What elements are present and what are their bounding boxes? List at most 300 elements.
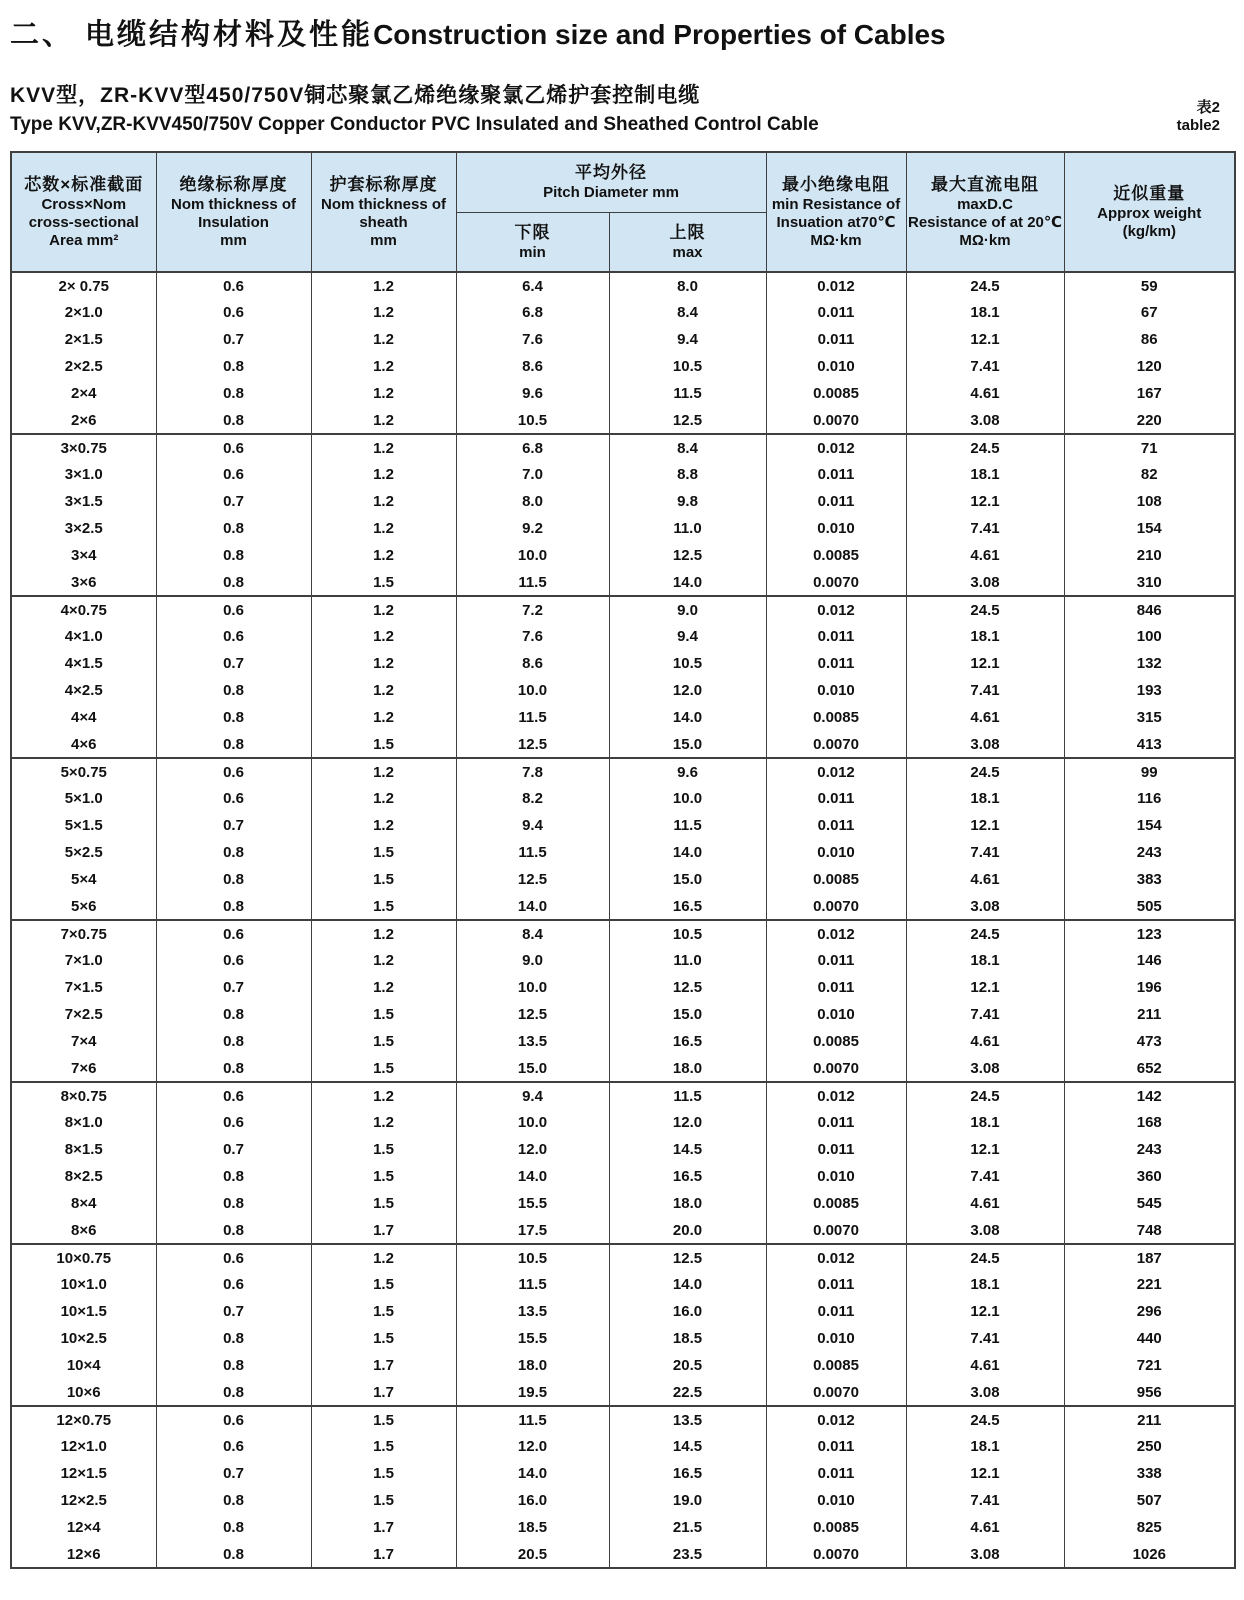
diameter-max-cell: 9.4 <box>609 623 766 650</box>
header-max-dc-en1: maxD.C <box>957 195 1013 213</box>
sheath-thickness-cell: 1.5 <box>311 1406 456 1433</box>
diameter-min-cell: 9.4 <box>456 1082 609 1109</box>
sheath-thickness-cell: 1.2 <box>311 758 456 785</box>
diameter-max-cell: 15.0 <box>609 1001 766 1028</box>
header-diameter-max-en: max <box>672 243 703 261</box>
diameter-max-cell: 15.0 <box>609 866 766 893</box>
sheath-thickness-cell: 1.2 <box>311 974 456 1001</box>
table-row <box>11 758 1235 785</box>
max-dc-resistance-cell: 4.61 <box>906 866 1064 893</box>
spec-cell: 12×4 <box>11 1514 156 1541</box>
header-weight-zh: 近似重量 <box>1113 183 1186 203</box>
table-row <box>11 272 1235 299</box>
diameter-min-cell: 10.5 <box>456 407 609 434</box>
diameter-max-cell: 12.5 <box>609 1244 766 1271</box>
table-row <box>11 434 1235 461</box>
sheath-thickness-cell: 1.7 <box>311 1352 456 1379</box>
subtitle-en: Type KVV,ZR-KVV450/750V Copper Conductor PVC Insulated and Sheathed Control Cable <box>10 114 819 135</box>
approx-weight-cell: 440 <box>1064 1325 1235 1352</box>
insulation-thickness-cell: 0.7 <box>156 1460 311 1487</box>
min-insulation-resistance-cell: 0.0085 <box>766 1514 906 1541</box>
header-min-resistance-en2: Insuation at70℃ <box>776 213 896 231</box>
max-dc-resistance-cell: 4.61 <box>906 1514 1064 1541</box>
min-insulation-resistance-cell: 0.011 <box>766 488 906 515</box>
spec-cell: 2× 0.75 <box>11 272 156 299</box>
max-dc-resistance-cell: 18.1 <box>906 1433 1064 1460</box>
header-min-resistance-unit: MΩ·km <box>810 232 862 250</box>
table-ref-en: table2 <box>1176 117 1220 135</box>
approx-weight-cell: 507 <box>1064 1487 1235 1514</box>
spec-cell: 8×1.0 <box>11 1109 156 1136</box>
header-pitch-diameter-en: Pitch Diameter mm <box>543 184 679 202</box>
diameter-max-cell: 9.0 <box>609 596 766 623</box>
diameter-min-cell: 9.4 <box>456 812 609 839</box>
min-insulation-resistance-cell: 0.011 <box>766 1433 906 1460</box>
header-sheath-en2: sheath <box>359 213 408 231</box>
diameter-max-cell: 11.0 <box>609 515 766 542</box>
diameter-min-cell: 6.8 <box>456 299 609 326</box>
max-dc-resistance-cell: 18.1 <box>906 785 1064 812</box>
diameter-min-cell: 7.6 <box>456 623 609 650</box>
insulation-thickness-cell: 0.8 <box>156 866 311 893</box>
max-dc-resistance-cell: 7.41 <box>906 839 1064 866</box>
approx-weight-cell: 71 <box>1064 434 1235 461</box>
approx-weight-cell: 748 <box>1064 1217 1235 1244</box>
table-header <box>11 152 1235 272</box>
min-insulation-resistance-cell: 0.011 <box>766 974 906 1001</box>
sheath-thickness-cell: 1.2 <box>311 1244 456 1271</box>
table-row <box>11 542 1235 569</box>
diameter-max-cell: 16.5 <box>609 1460 766 1487</box>
table-row <box>11 1433 1235 1460</box>
diameter-min-cell: 9.2 <box>456 515 609 542</box>
min-insulation-resistance-cell: 0.010 <box>766 839 906 866</box>
approx-weight-cell: 187 <box>1064 1244 1235 1271</box>
spec-cell: 7×1.0 <box>11 947 156 974</box>
max-dc-resistance-cell: 18.1 <box>906 623 1064 650</box>
spec-cell: 12×1.5 <box>11 1460 156 1487</box>
table-row <box>11 1271 1235 1298</box>
max-dc-resistance-cell: 24.5 <box>906 596 1064 623</box>
insulation-thickness-cell: 0.7 <box>156 974 311 1001</box>
header-min-resistance <box>766 152 906 272</box>
table-row <box>11 704 1235 731</box>
spec-cell: 3×4 <box>11 542 156 569</box>
insulation-thickness-cell: 0.6 <box>156 461 311 488</box>
approx-weight-cell: 956 <box>1064 1379 1235 1406</box>
max-dc-resistance-cell: 4.61 <box>906 1028 1064 1055</box>
min-insulation-resistance-cell: 0.011 <box>766 812 906 839</box>
diameter-max-cell: 11.5 <box>609 812 766 839</box>
header-sheath-en3: mm <box>370 232 397 250</box>
table-row <box>11 1190 1235 1217</box>
cable-type-subtitle <box>10 79 819 136</box>
approx-weight-cell: 116 <box>1064 785 1235 812</box>
insulation-thickness-cell: 0.8 <box>156 569 311 596</box>
sheath-thickness-cell: 1.5 <box>311 1271 456 1298</box>
min-insulation-resistance-cell: 0.012 <box>766 272 906 299</box>
max-dc-resistance-cell: 24.5 <box>906 1406 1064 1433</box>
max-dc-resistance-cell: 7.41 <box>906 1001 1064 1028</box>
section-title-zh: 二、 电缆结构材料及性能 <box>10 19 374 51</box>
spec-cell: 8×4 <box>11 1190 156 1217</box>
spec-cell: 10×1.5 <box>11 1298 156 1325</box>
approx-weight-cell: 120 <box>1064 353 1235 380</box>
diameter-min-cell: 12.5 <box>456 866 609 893</box>
approx-weight-cell: 360 <box>1064 1163 1235 1190</box>
insulation-thickness-cell: 0.8 <box>156 1028 311 1055</box>
approx-weight-cell: 221 <box>1064 1271 1235 1298</box>
insulation-thickness-cell: 0.8 <box>156 839 311 866</box>
header-max-dc-resistance <box>906 152 1064 272</box>
min-insulation-resistance-cell: 0.0085 <box>766 380 906 407</box>
sheath-thickness-cell: 1.2 <box>311 434 456 461</box>
sheath-thickness-cell: 1.2 <box>311 353 456 380</box>
diameter-min-cell: 15.0 <box>456 1055 609 1082</box>
max-dc-resistance-cell: 18.1 <box>906 1109 1064 1136</box>
sheath-thickness-cell: 1.2 <box>311 785 456 812</box>
spec-cell: 5×6 <box>11 893 156 920</box>
diameter-min-cell: 14.0 <box>456 1163 609 1190</box>
sheath-thickness-cell: 1.2 <box>311 407 456 434</box>
sheath-thickness-cell: 1.7 <box>311 1379 456 1406</box>
sheath-thickness-cell: 1.2 <box>311 461 456 488</box>
insulation-thickness-cell: 0.7 <box>156 1298 311 1325</box>
diameter-max-cell: 16.0 <box>609 1298 766 1325</box>
min-insulation-resistance-cell: 0.011 <box>766 623 906 650</box>
insulation-thickness-cell: 0.8 <box>156 515 311 542</box>
table-row <box>11 866 1235 893</box>
spec-cell: 7×4 <box>11 1028 156 1055</box>
header-min-resistance-en1: min Resistance of <box>771 195 901 213</box>
min-insulation-resistance-cell: 0.010 <box>766 677 906 704</box>
sheath-thickness-cell: 1.5 <box>311 1460 456 1487</box>
approx-weight-cell: 154 <box>1064 812 1235 839</box>
spec-cell: 12×6 <box>11 1541 156 1568</box>
min-insulation-resistance-cell: 0.0070 <box>766 1541 906 1568</box>
spec-cell: 8×6 <box>11 1217 156 1244</box>
approx-weight-cell: 211 <box>1064 1406 1235 1433</box>
approx-weight-cell: 211 <box>1064 1001 1235 1028</box>
diameter-max-cell: 16.5 <box>609 893 766 920</box>
max-dc-resistance-cell: 24.5 <box>906 434 1064 461</box>
min-insulation-resistance-cell: 0.011 <box>766 785 906 812</box>
max-dc-resistance-cell: 4.61 <box>906 704 1064 731</box>
insulation-thickness-cell: 0.8 <box>156 731 311 758</box>
spec-cell: 10×1.0 <box>11 1271 156 1298</box>
approx-weight-cell: 473 <box>1064 1028 1235 1055</box>
section-title-en: Construction size and Properties of Cables <box>373 19 946 50</box>
spec-cell: 3×0.75 <box>11 434 156 461</box>
insulation-thickness-cell: 0.6 <box>156 758 311 785</box>
sheath-thickness-cell: 1.2 <box>311 920 456 947</box>
sheath-thickness-cell: 1.2 <box>311 812 456 839</box>
diameter-max-cell: 11.0 <box>609 947 766 974</box>
insulation-thickness-cell: 0.6 <box>156 1082 311 1109</box>
min-insulation-resistance-cell: 0.011 <box>766 1109 906 1136</box>
spec-cell: 8×0.75 <box>11 1082 156 1109</box>
min-insulation-resistance-cell: 0.011 <box>766 1136 906 1163</box>
spec-cell: 5×0.75 <box>11 758 156 785</box>
table-row <box>11 785 1235 812</box>
insulation-thickness-cell: 0.8 <box>156 1325 311 1352</box>
approx-weight-cell: 99 <box>1064 758 1235 785</box>
min-insulation-resistance-cell: 0.012 <box>766 596 906 623</box>
diameter-min-cell: 17.5 <box>456 1217 609 1244</box>
approx-weight-cell: 210 <box>1064 542 1235 569</box>
header-max-dc-en2: Resistance of at 20℃ <box>907 213 1063 231</box>
sheath-thickness-cell: 1.5 <box>311 731 456 758</box>
min-insulation-resistance-cell: 0.011 <box>766 947 906 974</box>
sheath-thickness-cell: 1.2 <box>311 488 456 515</box>
table-row <box>11 974 1235 1001</box>
max-dc-resistance-cell: 7.41 <box>906 1163 1064 1190</box>
header-sheath-zh: 护套标称厚度 <box>329 174 438 194</box>
approx-weight-cell: 310 <box>1064 569 1235 596</box>
sheath-thickness-cell: 1.2 <box>311 542 456 569</box>
table-row <box>11 1244 1235 1271</box>
max-dc-resistance-cell: 18.1 <box>906 1271 1064 1298</box>
spec-cell: 12×1.0 <box>11 1433 156 1460</box>
spec-cell: 7×6 <box>11 1055 156 1082</box>
approx-weight-cell: 154 <box>1064 515 1235 542</box>
insulation-thickness-cell: 0.8 <box>156 1541 311 1568</box>
approx-weight-cell: 220 <box>1064 407 1235 434</box>
approx-weight-cell: 505 <box>1064 893 1235 920</box>
diameter-max-cell: 9.4 <box>609 326 766 353</box>
header-insulation-thickness <box>156 152 311 272</box>
min-insulation-resistance-cell: 0.011 <box>766 461 906 488</box>
header-sheath-thickness <box>311 152 456 272</box>
insulation-thickness-cell: 0.8 <box>156 1514 311 1541</box>
max-dc-resistance-cell: 7.41 <box>906 1325 1064 1352</box>
min-insulation-resistance-cell: 0.012 <box>766 1082 906 1109</box>
sheath-thickness-cell: 1.2 <box>311 515 456 542</box>
spec-cell: 3×6 <box>11 569 156 596</box>
insulation-thickness-cell: 0.6 <box>156 785 311 812</box>
sheath-thickness-cell: 1.5 <box>311 569 456 596</box>
diameter-min-cell: 10.0 <box>456 974 609 1001</box>
diameter-min-cell: 7.2 <box>456 596 609 623</box>
max-dc-resistance-cell: 24.5 <box>906 272 1064 299</box>
spec-cell: 8×1.5 <box>11 1136 156 1163</box>
diameter-max-cell: 8.4 <box>609 434 766 461</box>
header-cross-section-en1: Cross×Nom <box>41 195 127 213</box>
table-row <box>11 515 1235 542</box>
approx-weight-cell: 142 <box>1064 1082 1235 1109</box>
table-row <box>11 893 1235 920</box>
sheath-thickness-cell: 1.2 <box>311 623 456 650</box>
max-dc-resistance-cell: 3.08 <box>906 1217 1064 1244</box>
approx-weight-cell: 413 <box>1064 731 1235 758</box>
sheath-thickness-cell: 1.2 <box>311 650 456 677</box>
spec-cell: 7×1.5 <box>11 974 156 1001</box>
min-insulation-resistance-cell: 0.011 <box>766 299 906 326</box>
table-row <box>11 920 1235 947</box>
diameter-min-cell: 9.0 <box>456 947 609 974</box>
spec-cell: 3×2.5 <box>11 515 156 542</box>
insulation-thickness-cell: 0.8 <box>156 1217 311 1244</box>
sheath-thickness-cell: 1.2 <box>311 326 456 353</box>
header-insulation-en3: mm <box>220 232 247 250</box>
insulation-thickness-cell: 0.6 <box>156 1109 311 1136</box>
diameter-min-cell: 16.0 <box>456 1487 609 1514</box>
insulation-thickness-cell: 0.8 <box>156 353 311 380</box>
table-row <box>11 1379 1235 1406</box>
insulation-thickness-cell: 0.6 <box>156 1406 311 1433</box>
sheath-thickness-cell: 1.2 <box>311 299 456 326</box>
max-dc-resistance-cell: 4.61 <box>906 542 1064 569</box>
spec-cell: 7×0.75 <box>11 920 156 947</box>
header-insulation-zh: 绝缘标称厚度 <box>179 174 288 194</box>
min-insulation-resistance-cell: 0.011 <box>766 1460 906 1487</box>
insulation-thickness-cell: 0.6 <box>156 920 311 947</box>
max-dc-resistance-cell: 12.1 <box>906 1298 1064 1325</box>
diameter-min-cell: 15.5 <box>456 1325 609 1352</box>
insulation-thickness-cell: 0.8 <box>156 1055 311 1082</box>
diameter-min-cell: 18.0 <box>456 1352 609 1379</box>
sheath-thickness-cell: 1.5 <box>311 1433 456 1460</box>
sheath-thickness-cell: 1.5 <box>311 1190 456 1217</box>
sheath-thickness-cell: 1.5 <box>311 893 456 920</box>
insulation-thickness-cell: 0.7 <box>156 326 311 353</box>
insulation-thickness-cell: 0.8 <box>156 1001 311 1028</box>
spec-cell: 4×2.5 <box>11 677 156 704</box>
spec-cell: 7×2.5 <box>11 1001 156 1028</box>
diameter-max-cell: 10.5 <box>609 650 766 677</box>
sheath-thickness-cell: 1.2 <box>311 704 456 731</box>
approx-weight-cell: 108 <box>1064 488 1235 515</box>
header-max-dc-unit: MΩ·km <box>959 232 1011 250</box>
diameter-max-cell: 20.5 <box>609 1352 766 1379</box>
header-min-resistance-zh: 最小绝缘电阻 <box>782 174 891 194</box>
table-row <box>11 1163 1235 1190</box>
spec-cell: 3×1.5 <box>11 488 156 515</box>
spec-cell: 5×4 <box>11 866 156 893</box>
sheath-thickness-cell: 1.5 <box>311 866 456 893</box>
max-dc-resistance-cell: 18.1 <box>906 947 1064 974</box>
sheath-thickness-cell: 1.2 <box>311 380 456 407</box>
diameter-max-cell: 14.0 <box>609 1271 766 1298</box>
header-cross-section-en3: Area mm² <box>49 232 119 250</box>
min-insulation-resistance-cell: 0.0070 <box>766 1217 906 1244</box>
insulation-thickness-cell: 0.8 <box>156 1487 311 1514</box>
approx-weight-cell: 193 <box>1064 677 1235 704</box>
spec-cell: 4×1.5 <box>11 650 156 677</box>
spec-cell: 4×1.0 <box>11 623 156 650</box>
diameter-max-cell: 8.0 <box>609 272 766 299</box>
table-row <box>11 488 1235 515</box>
diameter-min-cell: 8.2 <box>456 785 609 812</box>
diameter-max-cell: 15.0 <box>609 731 766 758</box>
max-dc-resistance-cell: 3.08 <box>906 407 1064 434</box>
max-dc-resistance-cell: 24.5 <box>906 758 1064 785</box>
table-row <box>11 1487 1235 1514</box>
approx-weight-cell: 250 <box>1064 1433 1235 1460</box>
sheath-thickness-cell: 1.2 <box>311 272 456 299</box>
diameter-max-cell: 12.5 <box>609 542 766 569</box>
sheath-thickness-cell: 1.7 <box>311 1541 456 1568</box>
approx-weight-cell: 243 <box>1064 1136 1235 1163</box>
min-insulation-resistance-cell: 0.0070 <box>766 1379 906 1406</box>
table-row <box>11 731 1235 758</box>
min-insulation-resistance-cell: 0.010 <box>766 515 906 542</box>
sheath-thickness-cell: 1.5 <box>311 1055 456 1082</box>
min-insulation-resistance-cell: 0.0085 <box>766 866 906 893</box>
insulation-thickness-cell: 0.6 <box>156 623 311 650</box>
diameter-min-cell: 12.5 <box>456 731 609 758</box>
cable-spec-table <box>10 151 1236 1569</box>
table-ref-zh: 表2 <box>1196 98 1220 116</box>
diameter-min-cell: 11.5 <box>456 1271 609 1298</box>
sheath-thickness-cell: 1.7 <box>311 1217 456 1244</box>
table-row <box>11 1109 1235 1136</box>
diameter-min-cell: 10.5 <box>456 1244 609 1271</box>
insulation-thickness-cell: 0.8 <box>156 380 311 407</box>
table-row <box>11 947 1235 974</box>
approx-weight-cell: 123 <box>1064 920 1235 947</box>
diameter-max-cell: 16.5 <box>609 1028 766 1055</box>
insulation-thickness-cell: 0.7 <box>156 650 311 677</box>
insulation-thickness-cell: 0.8 <box>156 1352 311 1379</box>
diameter-max-cell: 18.5 <box>609 1325 766 1352</box>
header-pitch-diameter <box>456 152 766 212</box>
approx-weight-cell: 383 <box>1064 866 1235 893</box>
spec-cell: 5×2.5 <box>11 839 156 866</box>
insulation-thickness-cell: 0.6 <box>156 299 311 326</box>
diameter-min-cell: 11.5 <box>456 569 609 596</box>
header-pitch-diameter-zh: 平均外径 <box>575 163 647 183</box>
max-dc-resistance-cell: 7.41 <box>906 677 1064 704</box>
max-dc-resistance-cell: 24.5 <box>906 1082 1064 1109</box>
spec-cell: 10×6 <box>11 1379 156 1406</box>
min-insulation-resistance-cell: 0.012 <box>766 920 906 947</box>
diameter-max-cell: 14.0 <box>609 839 766 866</box>
header-diameter-max-zh: 上限 <box>669 222 706 242</box>
max-dc-resistance-cell: 7.41 <box>906 1487 1064 1514</box>
approx-weight-cell: 338 <box>1064 1460 1235 1487</box>
min-insulation-resistance-cell: 0.0070 <box>766 1055 906 1082</box>
diameter-max-cell: 12.0 <box>609 677 766 704</box>
sheath-thickness-cell: 1.5 <box>311 1028 456 1055</box>
diameter-max-cell: 12.5 <box>609 407 766 434</box>
min-insulation-resistance-cell: 0.0070 <box>766 893 906 920</box>
table-row <box>11 677 1235 704</box>
diameter-max-cell: 9.6 <box>609 758 766 785</box>
table-row <box>11 326 1235 353</box>
diameter-max-cell: 16.5 <box>609 1163 766 1190</box>
diameter-max-cell: 10.5 <box>609 920 766 947</box>
table-body <box>11 272 1235 1568</box>
section-title <box>10 12 1234 53</box>
header-insulation-en2: Insulation <box>198 213 269 231</box>
spec-cell: 4×0.75 <box>11 596 156 623</box>
diameter-max-cell: 22.5 <box>609 1379 766 1406</box>
spec-cell: 10×0.75 <box>11 1244 156 1271</box>
sheath-thickness-cell: 1.2 <box>311 1082 456 1109</box>
max-dc-resistance-cell: 3.08 <box>906 1541 1064 1568</box>
approx-weight-cell: 243 <box>1064 839 1235 866</box>
diameter-min-cell: 8.6 <box>456 353 609 380</box>
table-row <box>11 1028 1235 1055</box>
spec-cell: 5×1.5 <box>11 812 156 839</box>
header-diameter-min-en: min <box>519 243 546 261</box>
header-approx-weight <box>1064 152 1235 272</box>
diameter-max-cell: 9.8 <box>609 488 766 515</box>
diameter-max-cell: 13.5 <box>609 1406 766 1433</box>
sheath-thickness-cell: 1.5 <box>311 1163 456 1190</box>
approx-weight-cell: 1026 <box>1064 1541 1235 1568</box>
